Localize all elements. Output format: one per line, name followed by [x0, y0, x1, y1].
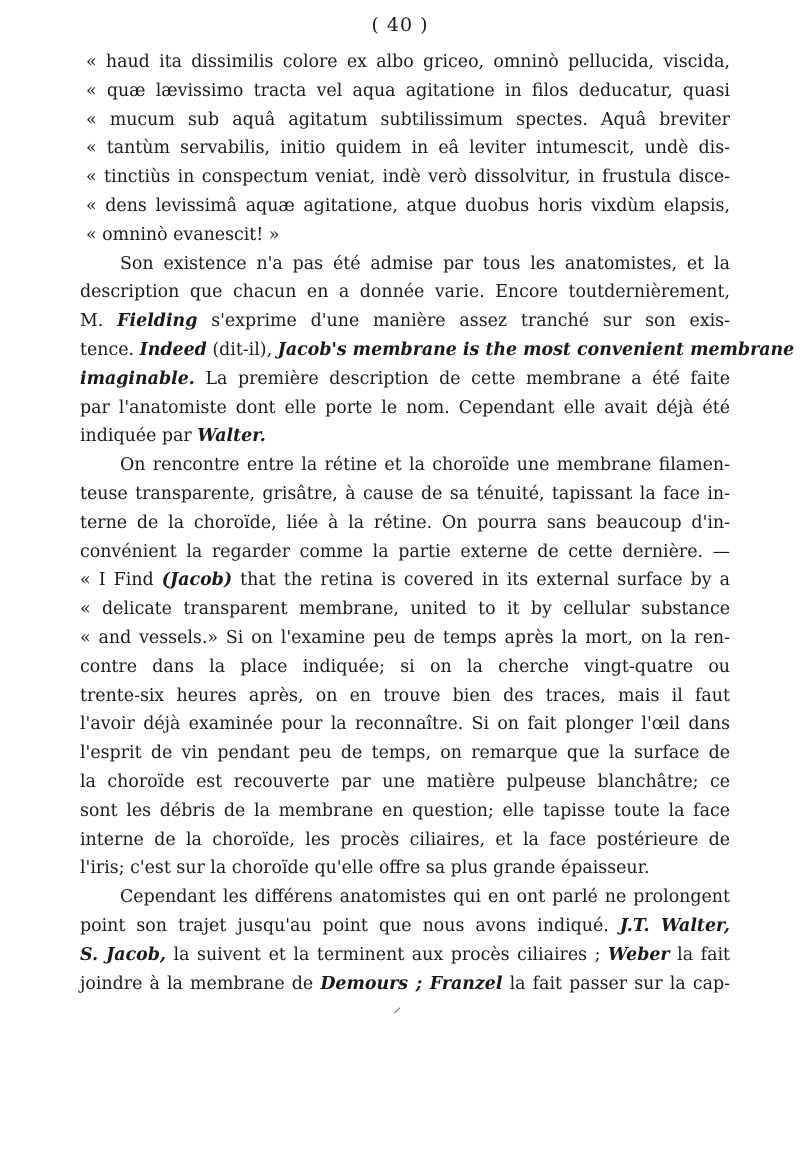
text-line: [80, 941, 730, 970]
text-line: [80, 451, 730, 480]
body-text: [80, 48, 795, 998]
text-segment: « quæ lævissimo tracta vel aqua agitatione in filos deducatur, quasi: [86, 80, 730, 101]
text-line: [80, 854, 730, 883]
text-segment: interne de la choroïde, les procès ciliaires, et la face postérieure de: [80, 829, 730, 850]
text-line: [80, 192, 730, 221]
text-segment: la suivent et la terminent aux procès ciliaires ;: [165, 944, 609, 965]
text-segment: M.: [80, 311, 118, 332]
text-line: [80, 595, 730, 624]
text-line: [80, 221, 730, 250]
text-segment: On rencontre entre la rétine et la choroïde une membrane filamen-: [120, 455, 730, 476]
text-segment: « delicate transparent membrane, united to it by cellular substance: [80, 599, 730, 620]
text-segment: terne de la choroïde, liée à la rétine. On pourra sans beaucoup d'in-: [80, 512, 730, 533]
text-line: [80, 970, 730, 999]
text-line: [80, 739, 730, 768]
text-segment: « and vessels.» Si on l'examine peu de temps après la mort, on la ren-: [80, 627, 730, 648]
italic-text: J.T. Walter,: [619, 915, 730, 936]
text-segment: l'avoir déjà examinée pour la reconnaître. Si on fait plonger l'œil dans: [80, 714, 730, 735]
text-segment: that the retina is covered in its external surface by a: [232, 570, 730, 591]
italic-text: (Jacob): [161, 570, 233, 591]
text-segment: tence.: [80, 339, 140, 360]
text-line: [80, 624, 730, 653]
text-segment: teuse transparente, grisâtre, à cause de sa ténuité, tapissant la face in-: [80, 483, 730, 504]
text-segment: convénient la regarder comme la partie externe de cette dernière. —: [80, 541, 730, 562]
text-segment: la fait passer sur la cap-: [502, 973, 730, 994]
italic-text: Walter.: [197, 426, 266, 447]
text-line: [80, 422, 730, 451]
text-segment: indiquée par: [80, 426, 198, 447]
text-line: [80, 682, 730, 711]
text-segment: « I Find: [80, 570, 162, 591]
text-line: [80, 394, 730, 423]
page-number: ( 40 ): [371, 14, 429, 36]
text-line: [80, 768, 730, 797]
text-segment: « tinctiùs in conspectum veniat, indè verò dissolvitur, in frustula disce-: [86, 167, 730, 188]
italic-text: Weber: [608, 944, 670, 965]
text-segment: contre dans la place indiquée; si on la cherche vingt-quatre ou: [80, 656, 730, 677]
text-line: [80, 163, 730, 192]
italic-text: S. Jacob,: [80, 944, 166, 965]
text-segment: par l'anatomiste dont elle porte le nom. Cependant elle avait déjà été: [80, 397, 730, 418]
text-segment: « mucum sub aquâ agitatum subtilissimum spectes. Aquâ breviter: [86, 109, 730, 130]
text-line: [80, 307, 730, 336]
text-line: [80, 710, 730, 739]
text-line: [80, 480, 730, 509]
text-line: [80, 653, 730, 682]
text-segment: « omninò evanescit! »: [86, 224, 280, 245]
italic-text: Demours ; Franzel: [320, 973, 503, 994]
text-segment: l'esprit de vin pendant peu de temps, on remarque que la surface de: [80, 743, 730, 764]
text-line: [80, 826, 730, 855]
text-line: [80, 912, 730, 941]
text-line: [80, 278, 730, 307]
text-line: [80, 509, 730, 538]
text-segment: « tantùm servabilis, initio quidem in eâ leviter intumescit, undè dis-: [86, 138, 730, 159]
text-segment: trente-six heures après, on en trouve bien des traces, mais il faut: [80, 685, 730, 706]
text-segment: « dens levissimâ aquæ agitatione, atque duobus horis vixdùm elapsis,: [86, 195, 730, 216]
text-segment: la fait: [669, 944, 731, 965]
text-segment: sont les débris de la membrane en question; elle tapisse toute la face: [80, 800, 730, 821]
stray-mark: [394, 1007, 400, 1013]
text-line: [80, 336, 795, 365]
text-line: [80, 566, 730, 595]
text-line: [80, 538, 730, 567]
text-segment: (dit-il),: [206, 339, 278, 360]
text-segment: description que chacun en a donnée varie. Encore toutdernièrement,: [80, 282, 730, 303]
italic-text: Jacob's membrane is the most convenient membrane: [277, 339, 795, 360]
text-line: [80, 77, 730, 106]
italic-text: Indeed: [139, 339, 207, 360]
text-line: [80, 134, 730, 163]
text-line: [80, 365, 730, 394]
text-line: [80, 106, 730, 135]
text-line: [80, 797, 730, 826]
text-line: [80, 883, 730, 912]
text-segment: s'exprime d'une manière assez tranché sur son exis-: [197, 311, 730, 332]
text-segment: la choroïde est recouverte par une matière pulpeuse blanchâtre; ce: [80, 771, 730, 792]
text-segment: joindre à la membrane de: [80, 973, 321, 994]
text-line: [80, 48, 730, 77]
text-segment: l'iris; c'est sur la choroïde qu'elle offre sa plus grande épaisseur.: [80, 858, 650, 879]
text-segment: point son trajet jusqu'au point que nous avons indiqué.: [80, 915, 620, 936]
text-line: [80, 250, 730, 279]
italic-text: imaginable.: [80, 368, 195, 389]
text-segment: « haud ita dissimilis colore ex albo griceo, omninò pellucida, viscida,: [86, 52, 730, 72]
italic-text: Fielding: [117, 311, 198, 332]
text-segment: Cependant les différens anatomistes qui en ont parlé ne prolongent: [120, 887, 730, 908]
text-segment: La première description de cette membrane a été faite: [194, 368, 730, 389]
text-segment: Son existence n'a pas été admise par tous les anatomistes, et la: [120, 253, 730, 274]
